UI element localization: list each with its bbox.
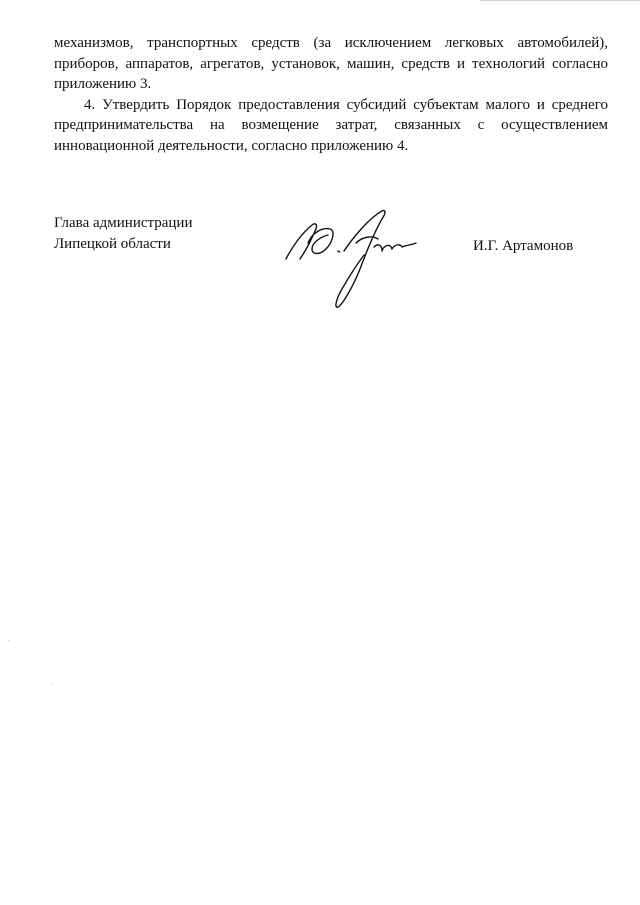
scan-speck [8, 640, 9, 641]
signer-name: И.Г. Артамонов [473, 238, 574, 254]
signer-position [54, 213, 192, 255]
paragraph-continuation: механизмов, транспортных средств (за исключением легковых автомобилей), приборов, аппаратов, агрегатов, установок, машин, средств и технологий согласно приложению 3. [54, 35, 608, 92]
page-edge-line [480, 0, 640, 3]
document-body [54, 33, 608, 156]
handwritten-signature [282, 203, 432, 315]
position-line-2: Липецкой области [54, 236, 171, 252]
paragraph-item-4: 4. Утвердить Порядок предоставления субсидий субъектам малого и среднего предпринимательства на возмещение затрат, связанных с осуществлением инновационной деятельности, согласно приложению 4. [54, 96, 608, 154]
position-line-1: Глава администрации [54, 215, 193, 231]
scan-speck [52, 683, 53, 684]
signature-block [54, 213, 608, 323]
